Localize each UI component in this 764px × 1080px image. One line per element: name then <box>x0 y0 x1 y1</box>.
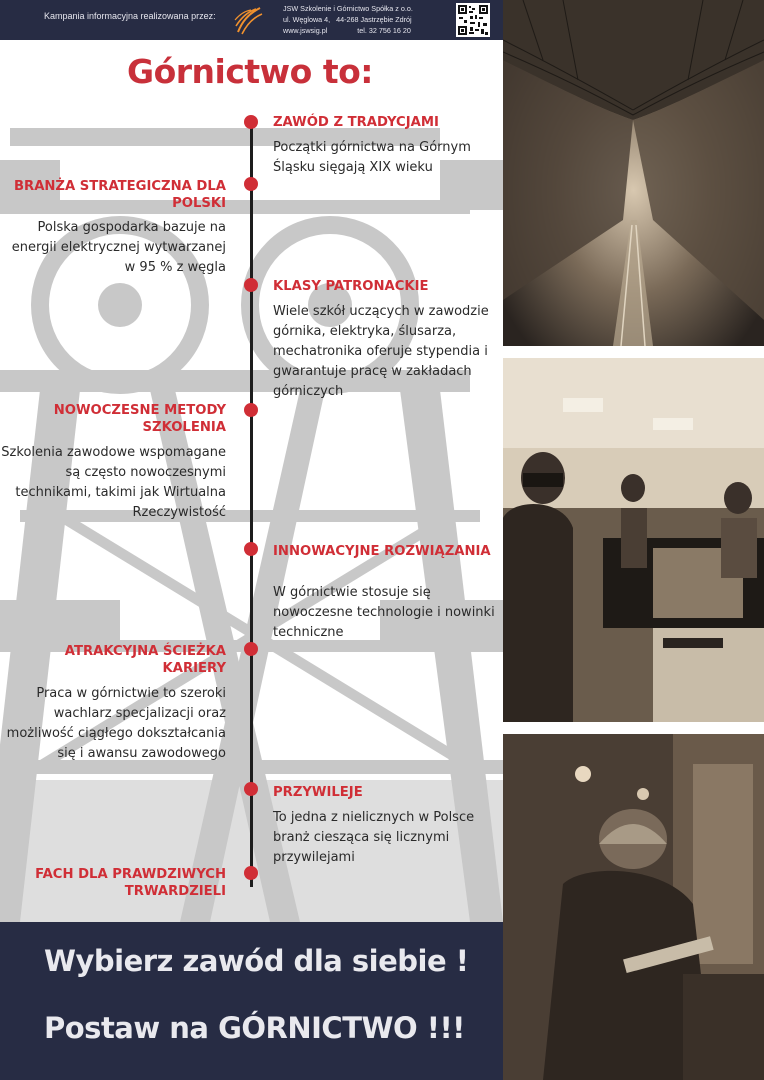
timeline-dot <box>244 642 258 656</box>
timeline-dot <box>244 177 258 191</box>
item-heading: PRZYWILEJE <box>273 785 363 800</box>
item-text: Wiele szkół uczących w zawodzie górnika, elektryka, ślusarza, mechatronika oferuje stypendia i gwarantuje pracę w zakładach górniczych <box>273 304 489 399</box>
photo-separator <box>503 722 764 734</box>
item-text: To jedna z nielicznych w Polsce branż ciesząca się licznymi przywilejami <box>273 810 475 865</box>
item-heading: KLASY PATRONACKIE <box>273 279 429 294</box>
item-heading: ZAWÓD Z TRADYCJAMI <box>273 115 439 130</box>
page-title: Górnictwo to: <box>127 52 373 91</box>
item-text: Polska gospodarka bazuje na energii elektrycznej wytwarzanej w 95 % z węgla <box>11 220 226 275</box>
photo-vr-training <box>503 358 764 722</box>
item-text: Początki górnictwa na Górnym Śląsku sięgają XIX wieku <box>273 140 471 175</box>
timeline-dot <box>244 403 258 417</box>
campaign-text: Kampania informacyjna realizowana przez: <box>44 11 216 21</box>
photo-welder-worker <box>503 734 764 1080</box>
item-heading: ATRAKCYJNA ŚCIEŻKA KARIERY <box>64 644 226 676</box>
timeline-dot <box>244 542 258 556</box>
cta-line-2: Postaw na GÓRNICTWO !!! <box>44 1011 465 1045</box>
jsw-logo-icon <box>232 4 264 36</box>
timeline-dot <box>244 278 258 292</box>
photo-separator <box>503 346 764 358</box>
item-heading: FACH DLA PRAWDZIWYCH TRWARDZIELI <box>35 867 226 899</box>
cta-line-1: Wybierz zawód dla siebie ! <box>44 944 469 978</box>
item-heading: INNOWACYJNE ROZWIĄZANIA <box>273 544 491 559</box>
item-heading: BRANŻA STRATEGICZNA DLA POLSKI <box>13 179 226 211</box>
item-text: W górnictwie stosuje się nowoczesne technologie i nowinki techniczne <box>273 585 495 640</box>
timeline-line <box>250 116 253 887</box>
item-heading: NOWOCZESNE METODY SZKOLENIA <box>53 403 226 435</box>
timeline-dot <box>244 782 258 796</box>
item-text: Szkolenia zawodowe wspomagane są często nowoczesnymi technikami, takimi jak Wirtualna Rzeczywistość <box>1 445 226 520</box>
company-info: JSW Szkolenie i Górnictwo Spółka z o.o. ul. Węglowa 4, 44-268 Jastrzębie Zdrój www.jswsig.pl tel. 32 756 16 20 <box>283 4 413 35</box>
qr-code-icon[interactable] <box>456 3 490 37</box>
timeline-dot <box>244 115 258 129</box>
header-bar <box>0 0 503 40</box>
photo-mine-tunnel <box>503 0 764 346</box>
item-text: Praca w górnictwie to szeroki wachlarz specjalizacji oraz możliwość ciągłego dokształcania się i awansu zawodowego <box>6 686 226 761</box>
timeline-dot <box>244 866 258 880</box>
